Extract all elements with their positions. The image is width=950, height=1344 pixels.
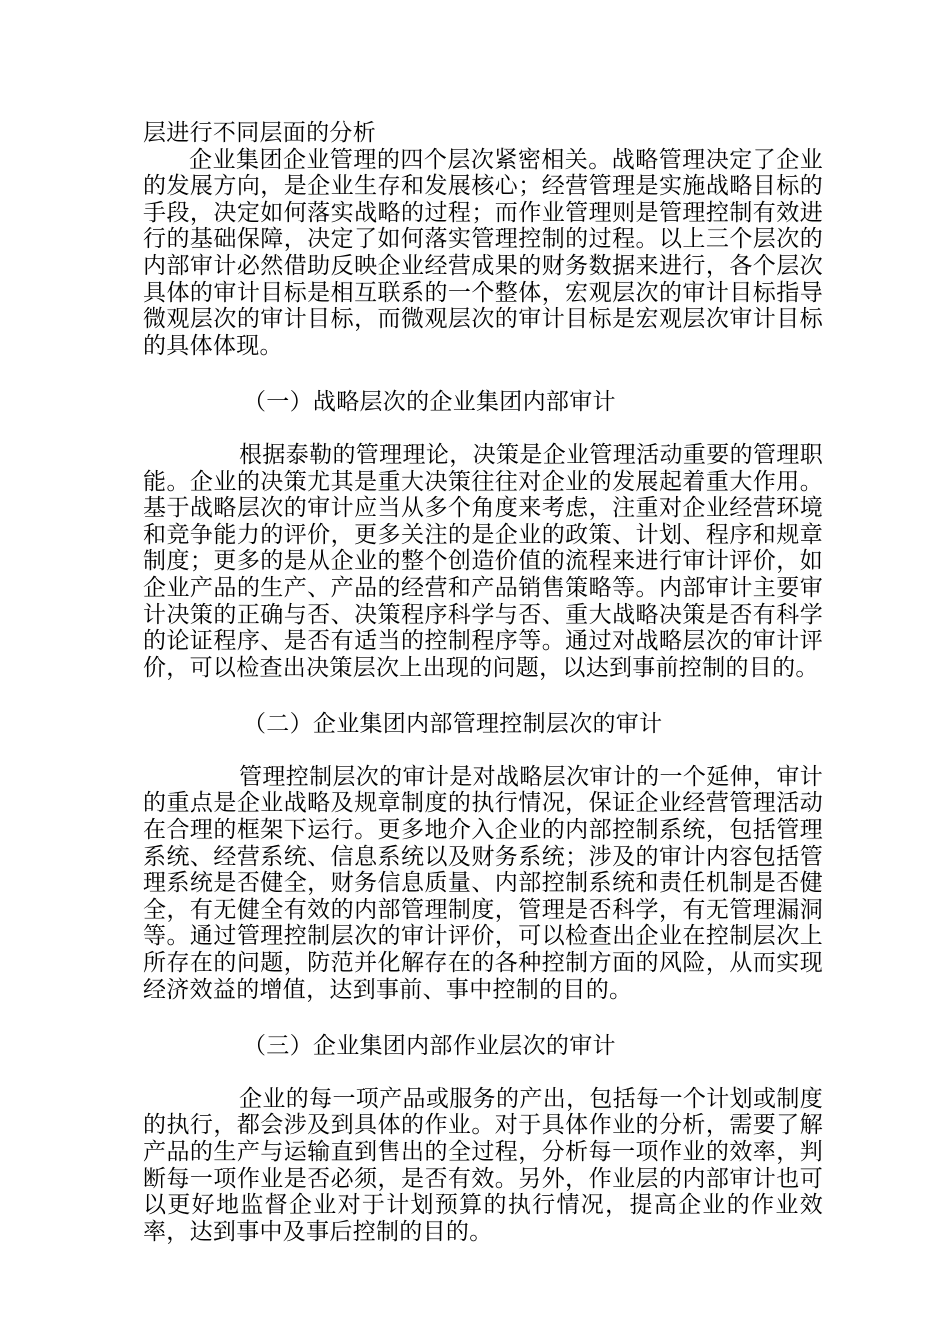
spacer bbox=[143, 359, 823, 389]
document-page bbox=[143, 120, 823, 1245]
section-heading-strategy: （一）战略层次的企业集团内部审计 bbox=[243, 389, 616, 416]
paragraph-operations: 企业的每一项产品或服务的产出，包括每一个计划或制度的执行，都会涉及到具体的作业。对于具体作业的分析，需要了解产品的生产与运输直到售出的全过程，分析每一项作业的效率，判断每一项作业是否必须，是否有效。另外，作业层的内部审计也可以更好地监督企业对于计划预算的执行情况，提高企业的作业效率，达到事中及事后控制的目的。 bbox=[143, 1085, 823, 1245]
section-heading-operations: （三）企业集团内部作业层次的审计 bbox=[243, 1033, 616, 1060]
spacer bbox=[143, 1003, 823, 1033]
paragraph-continuation: 层进行不同层面的分析 bbox=[143, 120, 376, 146]
paragraph-management-control: 管理控制层次的审计是对战略层次审计的一个延伸，审计的重点是企业战略及规章制度的执行情况，保证企业经营管理活动在合理的框架下运行。更多地介入企业的内部控制系统，包括管理系统、经营系统、信息系统以及财务系统；涉及的审计内容包括管理系统是否健全，财务信息质量、内部控制系统和责任机制是否健全，有无健全有效的内部管理制度，管理是否科学，有无管理漏洞等。通过管理控制层次的审计评价，可以检查出企业在控制层次上所存在的问题，防范并化解存在的各种控制方面的风险，从而实现经济效益的增值，达到事前、事中控制的目的。 bbox=[143, 763, 823, 1003]
section-heading-management-control: （二）企业集团内部管理控制层次的审计 bbox=[243, 711, 663, 738]
paragraph-intro: 企业集团企业管理的四个层次紧密相关。战略管理决定了企业的发展方向，是企业生存和发展核心；经营管理是实施战略目标的手段，决定如何落实战略的过程；而作业管理则是管理控制有效进行的基础保障，决定了如何落实管理控制的过程。以上三个层次的内部审计必然借助反映企业经营成果的财务数据来进行，各个层次具体的审计目标是相互联系的一个整体，宏观层次的审计目标指导微观层次的审计目标，而微观层次的审计目标是宏观层次审计目标的具体体现。 bbox=[143, 146, 823, 359]
paragraph-strategy: 根据泰勒的管理理论，决策是企业管理活动重要的管理职能。企业的决策尤其是重大决策往往对企业的发展起着重大作用。基于战略层次的审计应当从多个角度来考虑，注重对企业经营环境和竞争能力的评价，更多关注的是企业的政策、计划、程序和规章制度；更多的是从企业的整个创造价值的流程来进行审计评价，如企业产品的生产、产品的经营和产品销售策略等。内部审计主要审计决策的正确与否、决策程序科学与否、重大战略决策是否有科学的论证程序、是否有适当的控制程序等。通过对战略层次的审计评价，可以检查出决策层次上出现的问题，以达到事前控制的目的。 bbox=[143, 441, 823, 681]
spacer bbox=[143, 416, 823, 442]
spacer bbox=[143, 1060, 823, 1086]
spacer bbox=[143, 738, 823, 764]
spacer bbox=[143, 681, 823, 711]
